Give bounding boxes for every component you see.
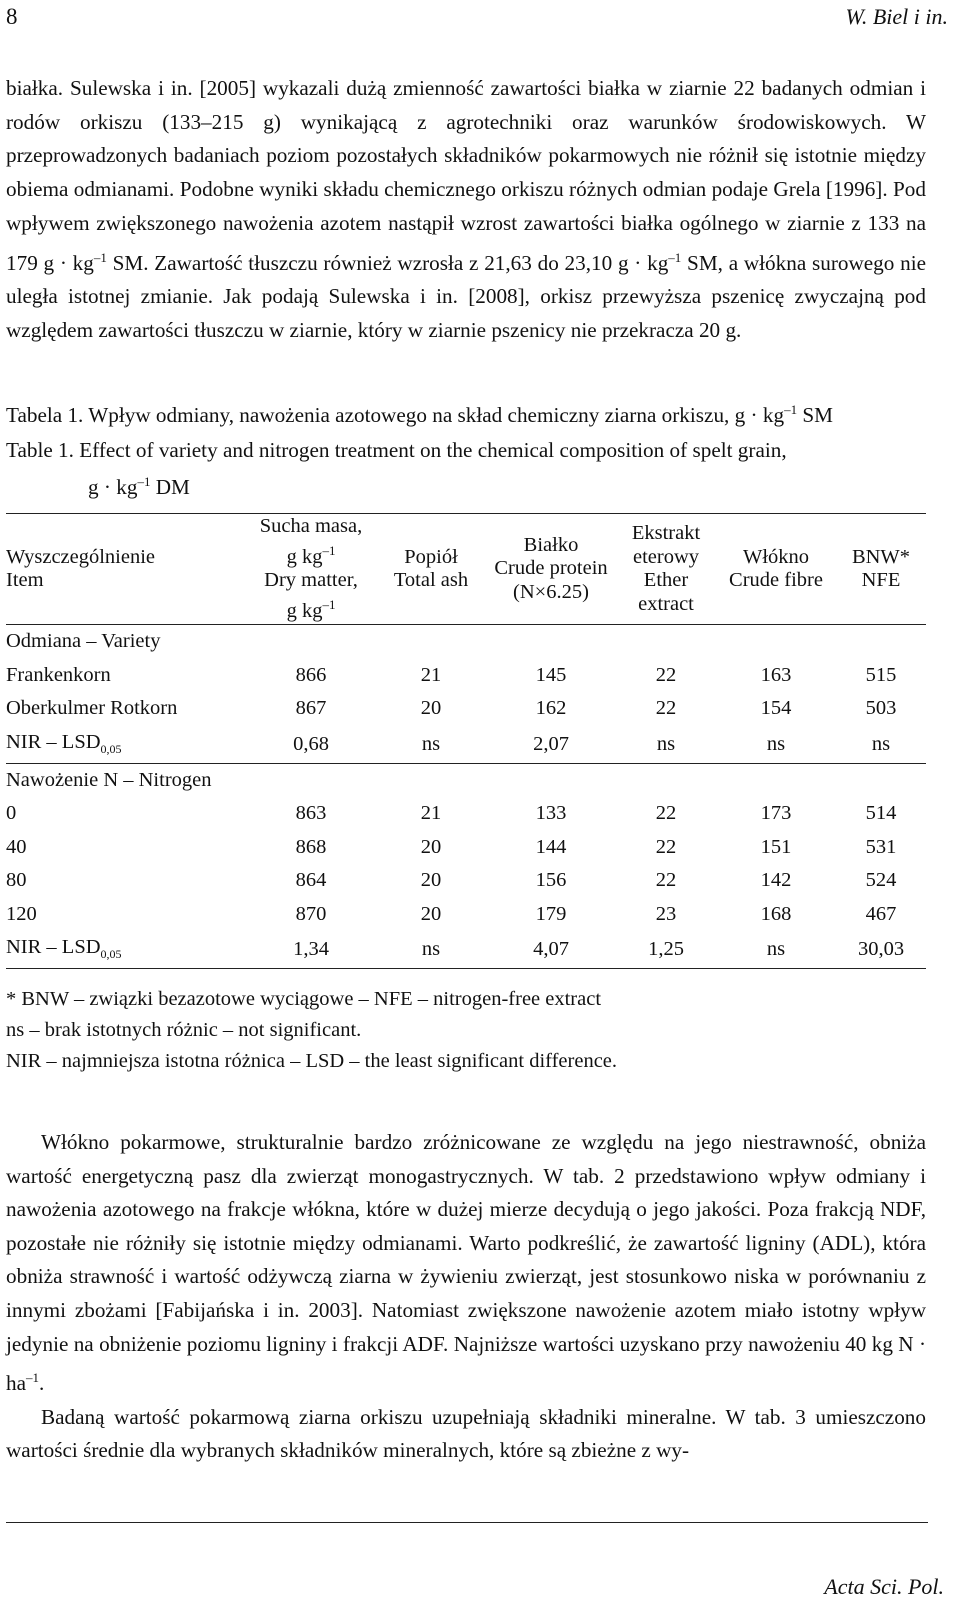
header-ash-en: Total ash [393,569,469,591]
header-dm-sup-1: –1 [322,542,336,558]
section-nitrogen: Nawożenie N – Nitrogen [6,768,212,791]
body-paragraph-1 [6,1126,926,1401]
lsd-value: 1,34 [293,938,329,960]
header-protein-pl: Białko [523,533,579,556]
table-cell: 156 [535,869,567,892]
header-dm-pl: Sucha masa, [259,515,363,538]
header-nfe [836,514,926,625]
table-cell: 151 [760,835,792,858]
table-cell: 514 [865,802,897,825]
table-cell: 20 [420,835,442,858]
table-row [6,692,926,726]
body-p1-tail: . [39,1371,45,1396]
intro-paragraph [6,72,926,348]
footnote-lsd: NIR – najmniejsza istotna różnica – LSD – the least significant difference. [6,1050,618,1072]
lsd-label-text: NIR – LSD [6,936,101,959]
table-cell: 22 [655,869,677,892]
table-cell: 21 [420,802,442,825]
lsd-value: ns [766,938,786,960]
table-cell: 20 [420,697,442,720]
table-row [6,659,926,693]
running-head: W. Biel i in. [845,4,948,29]
lsd-value: 0,68 [293,732,329,755]
lsd-label-text: NIR – LSD [6,730,101,753]
table-cell: 870 [295,902,327,925]
header-dm-en: Dry matter, [264,569,358,591]
table-cell: 867 [295,697,327,720]
variety-label: Frankenkorn [6,663,111,686]
table-cell: 866 [295,663,327,686]
section-variety: Odmiana – Variety [6,630,161,653]
nitrogen-label: 80 [6,869,27,892]
table-cell: 21 [420,663,442,686]
header-ee-pl1: Ekstrakt [631,522,701,544]
header-ether-extract [616,514,716,625]
intro-superscript-2: –1 [668,249,682,265]
footer-rule [6,1522,928,1523]
caption-en-unit-line [6,466,926,503]
header-nfe-en: NFE [861,569,901,591]
header-item [6,514,246,625]
table-cell: 168 [760,902,792,925]
table-cell: 531 [865,835,897,858]
header-item-pl: Wyszczególnienie [6,545,156,568]
header-protein-factor: (N×6.25) [513,580,589,603]
table-cell: 868 [295,835,327,858]
intro-text-1: białka. Sulewska i in. [2005] wykazali dużą zmienność zawartości białka w ziarnie 22 badanych odmian i rodów orkiszu (133–215 g) wynikającą z agrotechniki oraz warunków środowiskowych. W przeprowadzonych badaniach poziom pozostałych składników pokarmowych nie różnił się istotnie między obiema odmianami. Podobne wyniki składu chemicznego orkiszu różnych odmian podaje Grela [1996]. Pod wpływem zwiększonego nawożenia azotem nastąpił wzrost zawartości białka ogólnego w ziarnie z 133 na 179 g · kg [6,76,926,275]
nitrogen-label: 0 [6,802,17,825]
lsd-row [6,931,926,969]
table-cell: 154 [760,697,792,720]
table-cell: 179 [535,902,567,925]
caption-en-unit: g · kg [88,475,138,500]
header-crude-fibre [716,514,836,625]
lsd-row [6,726,926,764]
header-protein [486,514,616,625]
lsd-subscript: 0,05 [100,742,122,757]
table-row [6,898,926,932]
caption-en-text: Table 1. Effect of variety and nitrogen treatment on the chemical composition of spelt grain, [6,438,787,462]
header-ee-pl2: eterowy [632,545,700,568]
section-nitrogen-row [6,763,926,797]
caption-pl-text: Tabela 1. Wpływ odmiany, nawożenia azotowego na skład chemiczny ziarna orkiszu, g · kg [6,403,785,428]
nitrogen-label: 40 [6,835,27,858]
lsd-value: 2,07 [533,732,569,755]
table-cell: 163 [760,663,792,686]
section-variety-row [6,625,926,659]
lsd-value: 30,03 [857,938,905,960]
table-cell: 144 [535,835,567,858]
table-cell: 515 [865,663,897,686]
table-cell: 864 [295,869,327,892]
table-row [6,797,926,831]
caption-pl-superscript: –1 [784,402,798,417]
lsd-value: ns [766,732,786,755]
intro-text-3: SM, a włókna surowego nie uległa istotnej zmianie. Jak podają Sulewska i in. [2008], orkisz przewyższa pszenicę zwyczajną pod względem zawartości tłuszczu w ziarnie, który w ziarnie pszenicy nie przekracza 20 g. [6,250,926,342]
table-cell: 524 [865,869,897,892]
table-cell: 142 [760,869,792,892]
table-header-row [6,514,926,625]
caption-pl-tail: SM [797,403,833,428]
header-fibre-en: Crude fibre [729,569,823,591]
header-ash-pl: Popiół [404,545,458,568]
body-paragraph-2: Badaną wartość pokarmową ziarna orkiszu uzupełniają składniki mineralne. W tab. 3 umieszczono wartości średnie dla wybranych składników mineralnych, które są zbieżne z wy- [6,1404,926,1463]
table-cell: 22 [655,802,677,825]
lsd-label [6,726,246,764]
table-cell: 23 [655,902,677,925]
table-cell: 145 [535,663,567,686]
table-caption-en [6,434,926,503]
footnote-ns: ns – brak istotnych różnic – not significant. [6,1019,362,1041]
header-dm-sup-2: –1 [322,596,336,612]
lsd-value: ns [871,732,891,755]
page-number: 8 [6,4,18,29]
header-ee-en2: extract [638,592,694,615]
lsd-value: 1,25 [648,938,684,960]
lsd-value: ns [656,732,676,755]
header-item-en: Item [6,569,44,591]
header-dm-unit-1: g kg [286,545,323,568]
header-ee-en1: Ether [643,569,689,591]
body-p1-superscript: –1 [26,1370,39,1386]
table-cell: 173 [760,802,792,825]
table-cell: 22 [655,697,677,720]
intro-superscript-1: –1 [93,249,107,265]
header-fibre-pl: Włókno [742,545,810,568]
table-caption-pl [6,402,833,428]
table-cell: 20 [420,869,442,892]
journal-name: Acta Sci. Pol. [824,1574,944,1599]
table-cell: 863 [295,802,327,825]
lsd-value: ns [421,732,441,755]
table-row [6,831,926,865]
footnote-nfe: * BNW – związki bezazotowe wyciągowe – NFE – nitrogen-free extract [6,988,602,1010]
table-cell: 133 [535,802,567,825]
body-text [6,1126,926,1468]
nitrogen-label: 120 [6,902,37,925]
header-protein-en: Crude protein [494,557,608,580]
lsd-value: ns [421,938,441,960]
caption-en-superscript: –1 [137,474,151,489]
header-dry-matter [246,514,376,625]
lsd-label [6,931,246,969]
table-cell: 22 [655,835,677,858]
table-cell: 162 [535,697,567,720]
lsd-value: 4,07 [533,938,569,960]
caption-en-tail: DM [150,475,190,500]
table-footnotes [6,984,926,1077]
header-dm-unit-2: g kg [286,599,323,622]
table-row [6,864,926,898]
table-cell: 467 [865,902,897,925]
lsd-subscript: 0,05 [100,947,122,962]
header-ash [376,514,486,625]
variety-label: Oberkulmer Rotkorn [6,697,178,720]
intro-text-2: SM. Zawartość tłuszczu również wzrosła z 21,63 do 23,10 g · kg [106,250,669,275]
table-body [6,625,926,969]
table-cell: 503 [865,697,897,720]
table-cell: 22 [655,663,677,686]
table-cell: 20 [420,902,442,925]
header-nfe-pl: BNW* [851,545,911,568]
chemical-composition-table [6,513,926,969]
body-p1-text: Włókno pokarmowe, strukturalnie bardzo zróżnicowane ze względu na jego niestrawność, obniża wartość energetyczną pasz dla zwierząt monogastrycznych. W tab. 2 przedstawiono wpływ odmiany i nawożenia azotowego na frakcje włókna, które w dużej mierze decydują o jego jakości. Poza frakcją NDF, pozostałe nie różniły się istotnie między odmianami. Warto podkreślić, że zawartość ligniny (ADL), która obniża strawność i wartość odżywczą ziarna w żywieniu zwierząt, jest stosunkowo niska w porównaniu z innymi zbożami [Fabijańska i in. 2003]. Natomiast zwiększone nawożenie azotem miało istotny wpływ jedynie na obniżenie poziomu ligniny i frakcji ADF. Najniższe wartości uzyskano przy nawożeniu 40 kg N · ha [6,1130,926,1396]
